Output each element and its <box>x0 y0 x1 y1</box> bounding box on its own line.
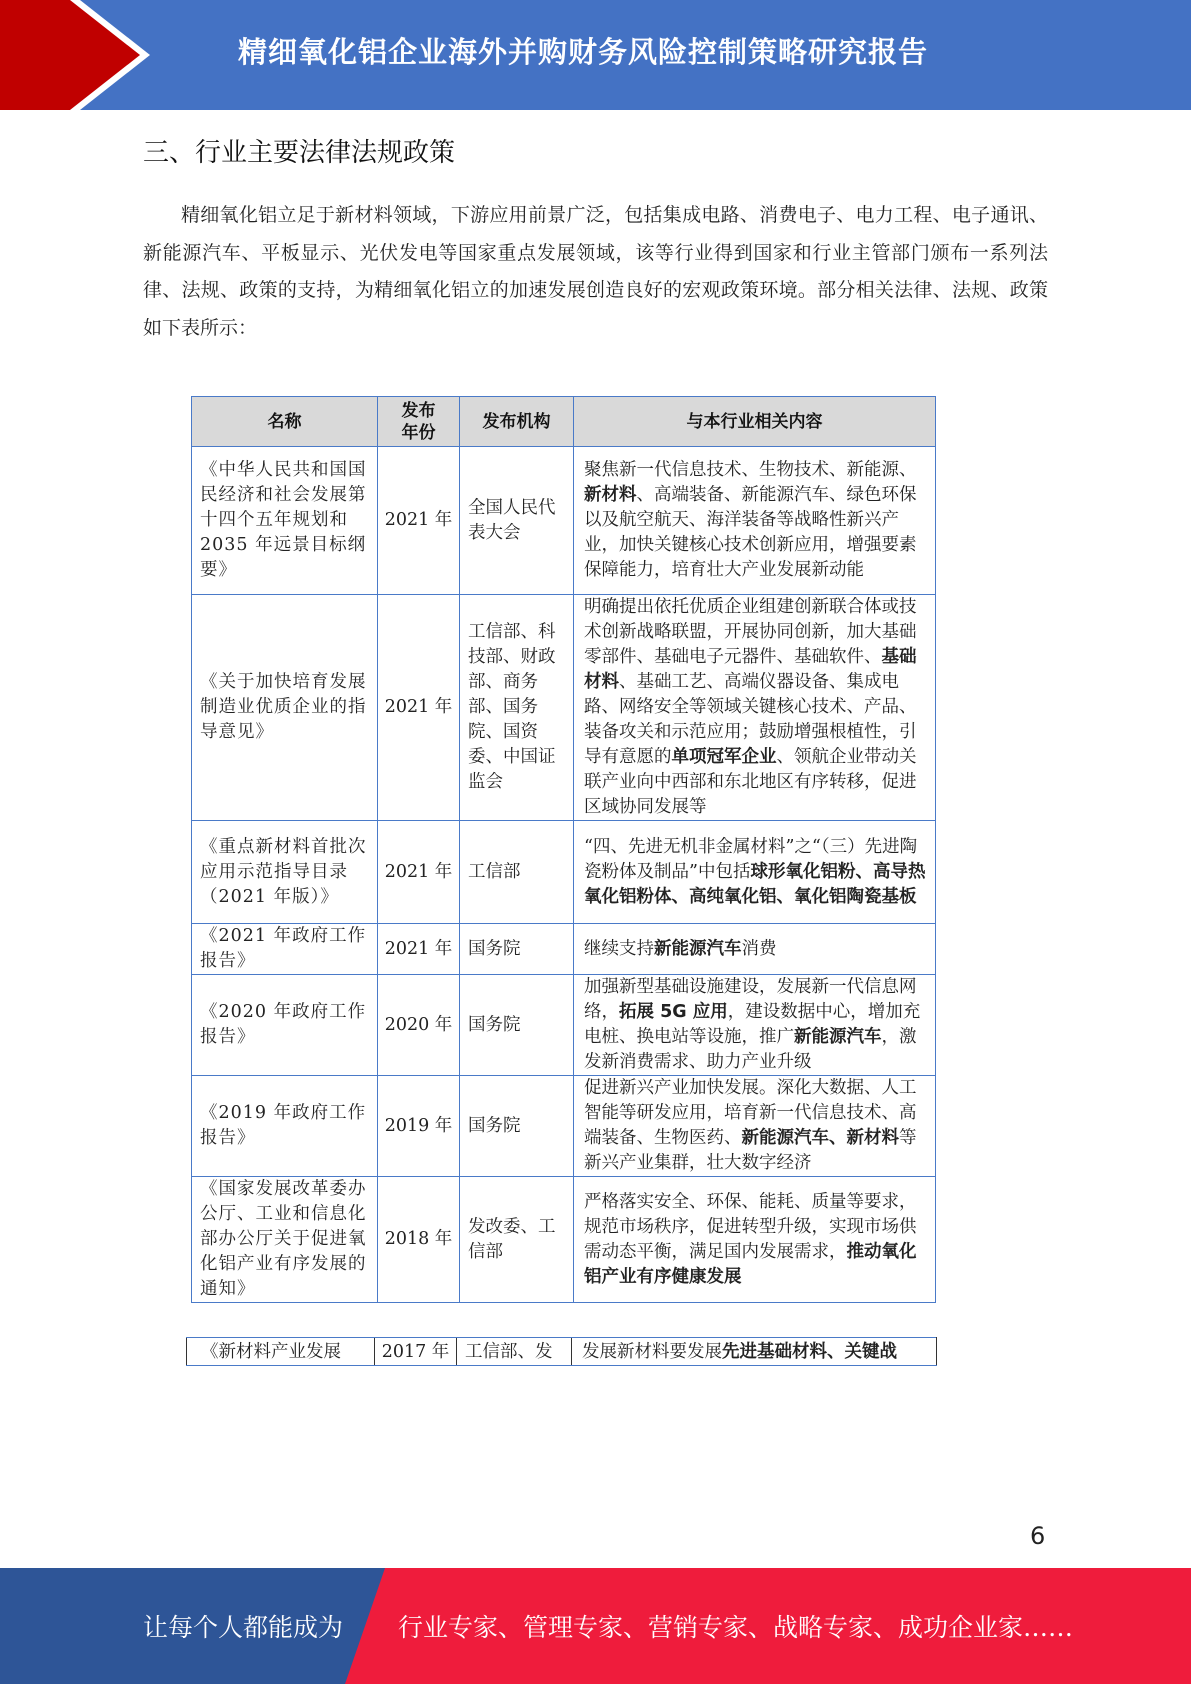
footer-slogan-right: 行业专家、管理专家、营销专家、战略专家、成功企业家…… <box>398 1613 1074 1642</box>
content-text: 明确提出依托优质企业组建创新联合体或技术创新战略联盟，开展协同创新，加大基础零部件、基础电子元器件、基础软件、 <box>584 597 917 667</box>
policy-name: 《重点新材料首批次应用示范指导目录（2021 年版）》 <box>192 821 378 924</box>
table-row <box>192 975 936 1076</box>
page-footer <box>0 1568 1191 1684</box>
content-text: 聚焦新一代信息技术、生物技术、新能源、 <box>584 460 917 480</box>
policy-year: 2021 年 <box>378 447 460 595</box>
report-title: 精细氧化铝企业海外并购财务风险控制策略研究报告 <box>238 35 929 69</box>
page-number: 6 <box>1030 1522 1046 1550</box>
content-text: 、基础工艺、高端仪器设备、集成电路、网络安全等领域关键核心技术、产品、装备攻关和示范应用；鼓励增强根植性，引导有意愿的 <box>584 672 917 767</box>
policy-agency: 发改委、工信部 <box>460 1177 574 1303</box>
emphasis-text: 推动氧化铝产业有序健康发展 <box>584 1241 917 1287</box>
policy-agency: 国务院 <box>460 975 574 1076</box>
table-row <box>192 924 936 975</box>
content-text: ，激发新消费需求、助力产业升级 <box>584 1027 917 1072</box>
table-row <box>192 595 936 821</box>
header-name: 名称 <box>192 397 378 447</box>
section-title: 三、行业主要法律法规政策 <box>143 138 456 168</box>
content-text: 发展新材料要发展 <box>582 1341 722 1362</box>
policy-name: 《2020 年政府工作报告》 <box>192 975 378 1076</box>
content-text: 继续支持 <box>584 938 654 959</box>
emphasis-text: 新能源汽车、新材料 <box>741 1128 899 1148</box>
table-row <box>192 821 936 924</box>
content-text: 严格落实安全、环保、能耗、质量等要求，规范市场秩序，促进转型升级，实现市场供需动态平衡，满足国内发展需求， <box>584 1191 917 1262</box>
policy-content <box>574 924 936 975</box>
table-row <box>192 447 936 595</box>
policy-year: 2021 年 <box>378 595 460 821</box>
policy-agency: 国务院 <box>460 1076 574 1177</box>
policy-name: 《中华人民共和国国民经济和社会发展第十四个五年规划和 2035 年远景目标纲要》 <box>192 447 378 595</box>
emphasis-text: 球形氧化铝粉、高导热氧化铝粉体、高纯氧化铝、氧化铝陶瓷基板 <box>584 861 926 907</box>
content-text: ，建设数据中心，增加充电桩、换电站等设施，推广 <box>584 1002 921 1047</box>
table-row <box>192 1076 936 1177</box>
content-text: 等新兴产业集群，壮大数字经济 <box>584 1128 917 1173</box>
content-text: 促进新兴产业加快发展。深化大数据、人工智能等研发应用，培育新一代信息技术、高端装备、生物医药、 <box>584 1078 917 1148</box>
header-content: 与本行业相关内容 <box>574 397 936 447</box>
emphasis-text: 新能源汽车 <box>794 1027 882 1047</box>
content-text: 消费 <box>741 938 777 959</box>
header-year <box>378 397 460 447</box>
policy-year: 2021 年 <box>378 924 460 975</box>
policy-name: 《2019 年政府工作报告》 <box>192 1076 378 1177</box>
table-continuation <box>186 1337 937 1366</box>
emphasis-text: 单项冠军企业 <box>671 747 777 767</box>
table-row <box>187 1338 937 1366</box>
policy-table <box>191 396 936 1303</box>
emphasis-text: 先进基础材料、关键战 <box>722 1341 897 1362</box>
header-red-chevron <box>0 0 140 110</box>
policy-name: 《国家发展改革委办公厅、工业和信息化部办公厅关于促进氧化铝产业有序发展的通知》 <box>192 1177 378 1303</box>
policy-year: 2020 年 <box>378 975 460 1076</box>
policy-name: 《新材料产业发展 <box>187 1338 375 1366</box>
policy-year: 2019 年 <box>378 1076 460 1177</box>
policy-content <box>572 1338 937 1366</box>
header-agency: 发布机构 <box>460 397 574 447</box>
emphasis-text: 新材料 <box>584 485 637 505</box>
policy-content <box>574 821 936 924</box>
intro-paragraph: 精细氧化铝立足于新材料领域，下游应用前景广泛，包括集成电路、消费电子、电力工程、电子通讯、新能源汽车、平板显示、光伏发电等国家重点发展领域，该等行业得到国家和行业主管部门颁布一系列法律、法规、政策的支持，为精细氧化铝立的加速发展创造良好的宏观政策环境。部分相关法律、法规、政策如下表所示： <box>143 204 1048 339</box>
emphasis-text: 新能源汽车 <box>654 938 742 959</box>
policy-name: 《关于加快培育发展制造业优质企业的指导意见》 <box>192 595 378 821</box>
policy-year: 2018 年 <box>378 1177 460 1303</box>
policy-name: 《2021 年政府工作报告》 <box>192 924 378 975</box>
emphasis-text: 基础材料 <box>584 647 917 692</box>
policy-content <box>574 447 936 595</box>
policy-content <box>574 595 936 821</box>
policy-content <box>574 1076 936 1177</box>
header-year-label: 发布年份 <box>401 400 436 443</box>
policy-agency: 国务院 <box>460 924 574 975</box>
emphasis-text: 拓展 5G 应用 <box>619 1002 728 1022</box>
table-row <box>192 1177 936 1303</box>
footer-slogan-left: 让每个人都能成为 <box>143 1613 344 1642</box>
policy-agency: 工信部 <box>460 821 574 924</box>
content-text: 、高端装备、新能源汽车、绿色环保以及航空航天、海洋装备等战略性新兴产业，加快关键核心技术创新应用，增强要素保障能力，培育壮大产业发展新动能 <box>584 485 917 580</box>
policy-agency: 全国人民代表大会 <box>460 447 574 595</box>
content-text: 、领航企业带动关联产业向中西部和东北地区有序转移，促进区域协同发展等 <box>584 747 917 817</box>
policy-content <box>574 1177 936 1303</box>
policy-year: 2017 年 <box>375 1338 457 1366</box>
policy-content <box>574 975 936 1076</box>
table-header-row <box>192 397 936 447</box>
content-text: 加强新型基础设施建设，发展新一代信息网络， <box>584 977 917 1022</box>
content-text: “四、先进无机非金属材料”之“（三）先进陶瓷粉体及制品”中包括 <box>584 836 918 882</box>
policy-agency: 工信部、发 <box>457 1338 572 1366</box>
policy-year: 2021 年 <box>378 821 460 924</box>
policy-agency: 工信部、科技部、财政部、商务部、国务院、国资委、中国证监会 <box>460 595 574 821</box>
page-header <box>0 0 1191 110</box>
